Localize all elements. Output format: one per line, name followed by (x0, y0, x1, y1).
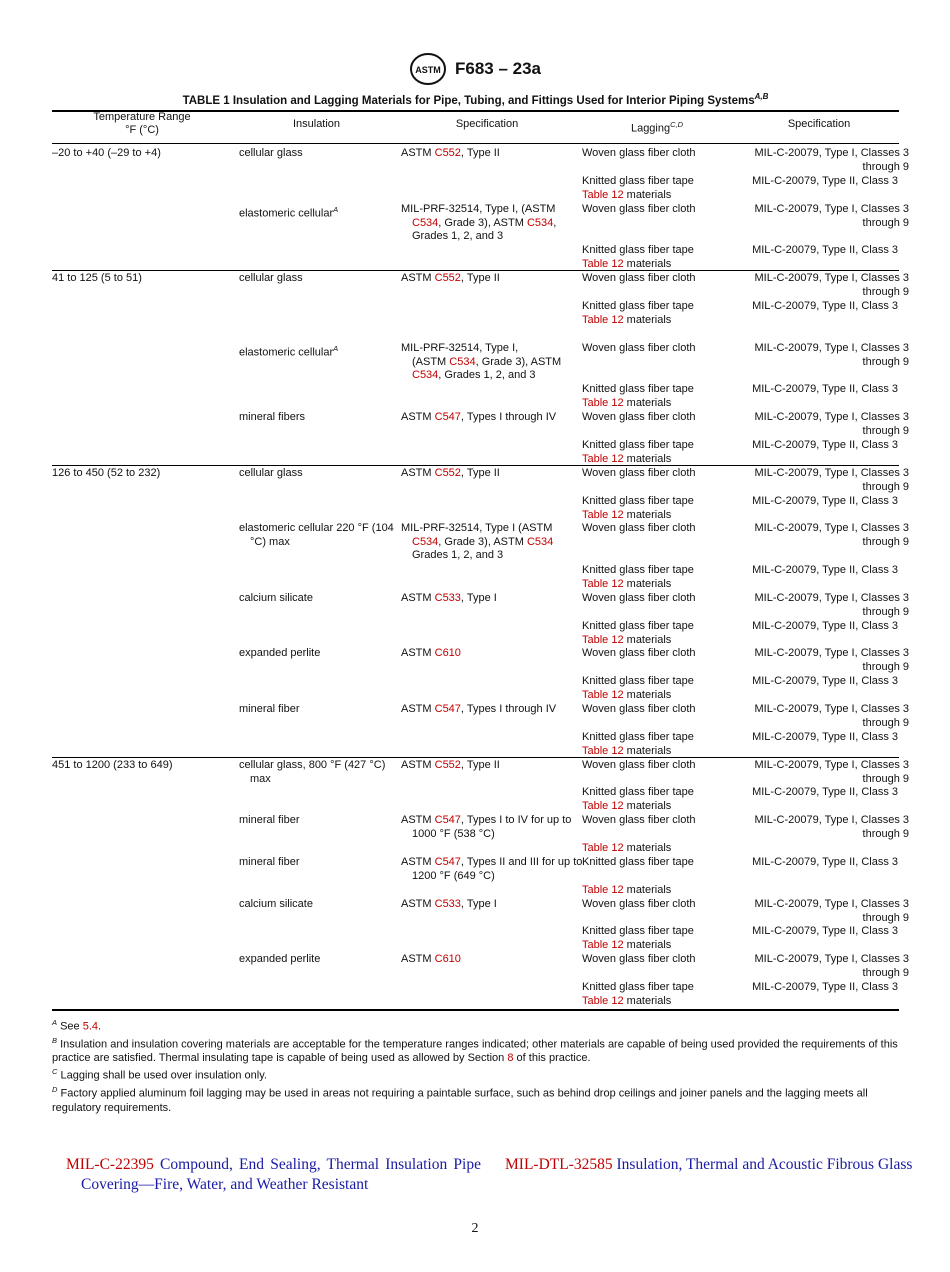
reference-code: MIL-C-22395 (66, 1156, 154, 1173)
lagging-cell: Knitted glass fiber tape (582, 856, 694, 868)
lagging-cell: Table 12 materials (582, 884, 672, 896)
lagging-cell: Woven glass fiber cloth (582, 953, 696, 965)
lagging-spec-cell: MIL-C-20079, Type II, Class 3 (752, 856, 898, 868)
insulation-cell: cellular glass, 800 °F (427 °C) max (239, 759, 386, 785)
insulation-cell: elastomeric cellular$^A$ (239, 344, 339, 359)
insulation-cell: expanded perlite (239, 953, 321, 965)
lagging-cell: Knitted glass fiber tape Table 12 materials (582, 925, 694, 951)
lagging-spec-cell: MIL-C-20079, Type II, Class 3 (752, 495, 898, 507)
insulation-cell: elastomeric cellular 220 °F (104 °C) max (239, 522, 394, 548)
spec-cell: ASTM C552, Type II (401, 467, 500, 479)
spec-cell: MIL-PRF-32514, Type I (ASTM C534, Grade 3), ASTM C534 Grades 1, 2, and 3 (401, 522, 554, 561)
lagging-spec-cell: MIL-C-20079, Type II, Class 3 (752, 620, 898, 632)
reference-right[interactable] (505, 1155, 915, 1175)
lagging-cell: Woven glass fiber cloth (582, 522, 696, 534)
header-temperature: Temperature Range °F (°C) (93, 111, 191, 136)
spec-cell: ASTM C547, Types I to IV for up to 1000 °F (538 °C) (401, 814, 572, 840)
header-lagging: Lagging$^{C,D}$ (630, 120, 684, 135)
lagging-spec-cell: MIL-C-20079, Type II, Class 3 (752, 786, 898, 798)
spec-cell: ASTM C552, Type II (401, 759, 500, 771)
footnote-d: $^D$ Factory applied aluminum foil lagging may be used in areas not requiring a paintable surface, such as behind drop ceilings and joiner panels and the lagging meets all regulatory requirements. (52, 1084, 868, 1114)
lagging-cell: Woven glass fiber cloth (582, 814, 696, 826)
footnote-c: $^C$ Lagging shall be used over insulation only. (52, 1067, 267, 1082)
insulation-cell: mineral fibers (239, 411, 306, 423)
footnote-a: $^A$ See 5.4. (52, 1018, 102, 1033)
lagging-spec-cell: MIL-C-20079, Type I, Classes 3 through 9 (754, 703, 909, 729)
spec-cell: MIL-PRF-32514, Type I, (ASTM C534, Grade 3), ASTM C534, Grades 1, 2, and 3 (401, 203, 557, 242)
header-specification: Specification (455, 118, 519, 130)
lagging-cell: Knitted glass fiber tape Table 12 materials (582, 244, 694, 270)
lagging-spec-cell: MIL-C-20079, Type II, Class 3 (752, 731, 898, 743)
temp-range: 126 to 450 (52 to 232) (52, 467, 161, 479)
reference-left[interactable] (66, 1155, 481, 1194)
temp-range: –20 to +40 (–29 to +4) (52, 147, 161, 159)
table-title: TABLE 1 Insulation and Lagging Materials for Pipe, Tubing, and Fittings Used for Interior Piping Systems$^{A,B}$ (182, 92, 769, 107)
section-rule (52, 465, 899, 466)
lagging-cell: Woven glass fiber cloth (582, 703, 696, 715)
table-footnotes (52, 1016, 900, 1115)
lagging-cell: Knitted glass fiber tape Table 12 materials (582, 439, 694, 465)
insulation-cell: cellular glass (239, 272, 303, 284)
spec-cell: ASTM C547, Types II and III for up to 1200 °F (649 °C) (401, 856, 583, 882)
spec-cell: ASTM C547, Types I through IV (401, 411, 557, 423)
footnote-b: $^B$ Insulation and insulation covering materials are acceptable for the temperature ranges indicated; other materials are capable of being used provided the requirements of this practice are satisfied. Thermal insulating tape is capable of being used as allowed by Section 8 of this practice. (52, 1035, 898, 1065)
lagging-cell: Knitted glass fiber tape Table 12 materials (582, 981, 694, 1007)
lagging-spec-cell: MIL-C-20079, Type I, Classes 3 through 9 (754, 272, 909, 298)
lagging-cell: Woven glass fiber cloth (582, 147, 696, 159)
insulation-cell: mineral fiber (239, 814, 300, 826)
lagging-spec-cell: MIL-C-20079, Type II, Class 3 (752, 675, 898, 687)
lagging-spec-cell: MIL-C-20079, Type I, Classes 3 through 9 (754, 814, 909, 840)
lagging-spec-cell: MIL-C-20079, Type II, Class 3 (752, 244, 898, 256)
spec-cell: ASTM C533, Type I (401, 592, 497, 604)
lagging-cell: Woven glass fiber cloth (582, 203, 696, 215)
lagging-spec-cell: MIL-C-20079, Type II, Class 3 (752, 300, 898, 312)
lagging-spec-cell: MIL-C-20079, Type I, Classes 3 through 9 (754, 592, 909, 618)
spec-cell: ASTM C533, Type I (401, 898, 497, 910)
section-rule (52, 270, 899, 271)
page-number: 2 (471, 1221, 479, 1236)
svg-text:ASTM: ASTM (415, 65, 441, 75)
header-lagging-specification: Specification (787, 118, 851, 130)
lagging-cell: Knitted glass fiber tape Table 12 materials (582, 300, 694, 326)
table-bottom-rule (52, 1009, 899, 1011)
lagging-cell: Knitted glass fiber tape Table 12 materials (582, 731, 694, 757)
lagging-cell: Woven glass fiber cloth (582, 592, 696, 604)
lagging-spec-cell: MIL-C-20079, Type II, Class 3 (752, 564, 898, 576)
lagging-spec-cell: MIL-C-20079, Type I, Classes 3 through 9 (754, 147, 909, 173)
lagging-cell: Woven glass fiber cloth (582, 759, 696, 771)
header-rule (52, 143, 899, 144)
lagging-spec-cell: MIL-C-20079, Type I, Classes 3 through 9 (754, 411, 909, 437)
lagging-cell: Knitted glass fiber tape Table 12 materials (582, 564, 694, 590)
lagging-cell: Knitted glass fiber tape Table 12 materials (582, 620, 694, 646)
spec-cell: ASTM C552, Type II (401, 272, 500, 284)
insulation-cell: expanded perlite (239, 647, 321, 659)
astm-logo (409, 52, 447, 86)
lagging-spec-cell: MIL-C-20079, Type II, Class 3 (752, 925, 898, 937)
lagging-spec-cell: MIL-C-20079, Type I, Classes 3 through 9 (754, 342, 909, 368)
lagging-spec-cell: MIL-C-20079, Type II, Class 3 (752, 383, 898, 395)
lagging-cell: Woven glass fiber cloth (582, 898, 696, 910)
insulation-cell: calcium silicate (239, 898, 313, 910)
reference-title: Compound, End Sealing, Thermal Insulation Pipe Covering—Fire, Water, and Weather Resistant (81, 1156, 481, 1193)
section-rule (52, 757, 899, 758)
insulation-cell: elastomeric cellular$^A$ (239, 205, 339, 220)
lagging-cell: Woven glass fiber cloth (582, 272, 696, 284)
lagging-cell: Woven glass fiber cloth (582, 411, 696, 423)
spec-cell: ASTM C610 (401, 953, 461, 965)
lagging-cell: Woven glass fiber cloth (582, 647, 696, 659)
lagging-cell: Woven glass fiber cloth (582, 467, 696, 479)
lagging-spec-cell: MIL-C-20079, Type I, Classes 3 through 9 (754, 467, 909, 493)
insulation-cell: mineral fiber (239, 703, 300, 715)
lagging-spec-cell: MIL-C-20079, Type II, Class 3 (752, 439, 898, 451)
lagging-spec-cell: MIL-C-20079, Type I, Classes 3 through 9 (754, 647, 909, 673)
insulation-cell: calcium silicate (239, 592, 313, 604)
reference-code: MIL-DTL-32585 (505, 1156, 613, 1173)
spec-cell: ASTM C610 (401, 647, 461, 659)
lagging-spec-cell: MIL-C-20079, Type I, Classes 3 through 9 (754, 759, 909, 785)
temp-range: 451 to 1200 (233 to 649) (52, 759, 173, 771)
spec-cell: ASTM C547, Types I through IV (401, 703, 557, 715)
page-header (0, 52, 950, 86)
lagging-spec-cell: MIL-C-20079, Type I, Classes 3 through 9 (754, 898, 909, 924)
lagging-cell: Knitted glass fiber tape Table 12 materials (582, 786, 694, 812)
lagging-cell: Knitted glass fiber tape Table 12 materials (582, 675, 694, 701)
insulation-cell: cellular glass (239, 467, 303, 479)
document-id: F683 – 23a (454, 59, 541, 78)
spec-cell: MIL-PRF-32514, Type I, (ASTM C534, Grade 3), ASTM C534, Grades 1, 2, and 3 (401, 342, 562, 381)
spec-cell: ASTM C552, Type II (401, 147, 500, 159)
insulation-cell: mineral fiber (239, 856, 300, 868)
lagging-spec-cell: MIL-C-20079, Type I, Classes 3 through 9 (754, 522, 909, 548)
lagging-cell: Knitted glass fiber tape Table 12 materials (582, 495, 694, 521)
lagging-cell: Knitted glass fiber tape Table 12 materials (582, 383, 694, 409)
temp-range: 41 to 125 (5 to 51) (52, 272, 142, 284)
insulation-cell: cellular glass (239, 147, 303, 159)
lagging-cell: Woven glass fiber cloth (582, 342, 696, 354)
header-insulation: Insulation (292, 118, 341, 130)
lagging-spec-cell: MIL-C-20079, Type II, Class 3 (752, 175, 898, 187)
lagging-spec-cell: MIL-C-20079, Type II, Class 3 (752, 981, 898, 993)
lagging-cell: Table 12 materials (582, 842, 672, 854)
reference-title: Insulation, Thermal and Acoustic Fibrous Glass (616, 1156, 913, 1173)
lagging-spec-cell: MIL-C-20079, Type I, Classes 3 through 9 (754, 203, 909, 229)
lagging-spec-cell: MIL-C-20079, Type I, Classes 3 through 9 (754, 953, 909, 979)
lagging-cell: Knitted glass fiber tape Table 12 materials (582, 175, 694, 201)
